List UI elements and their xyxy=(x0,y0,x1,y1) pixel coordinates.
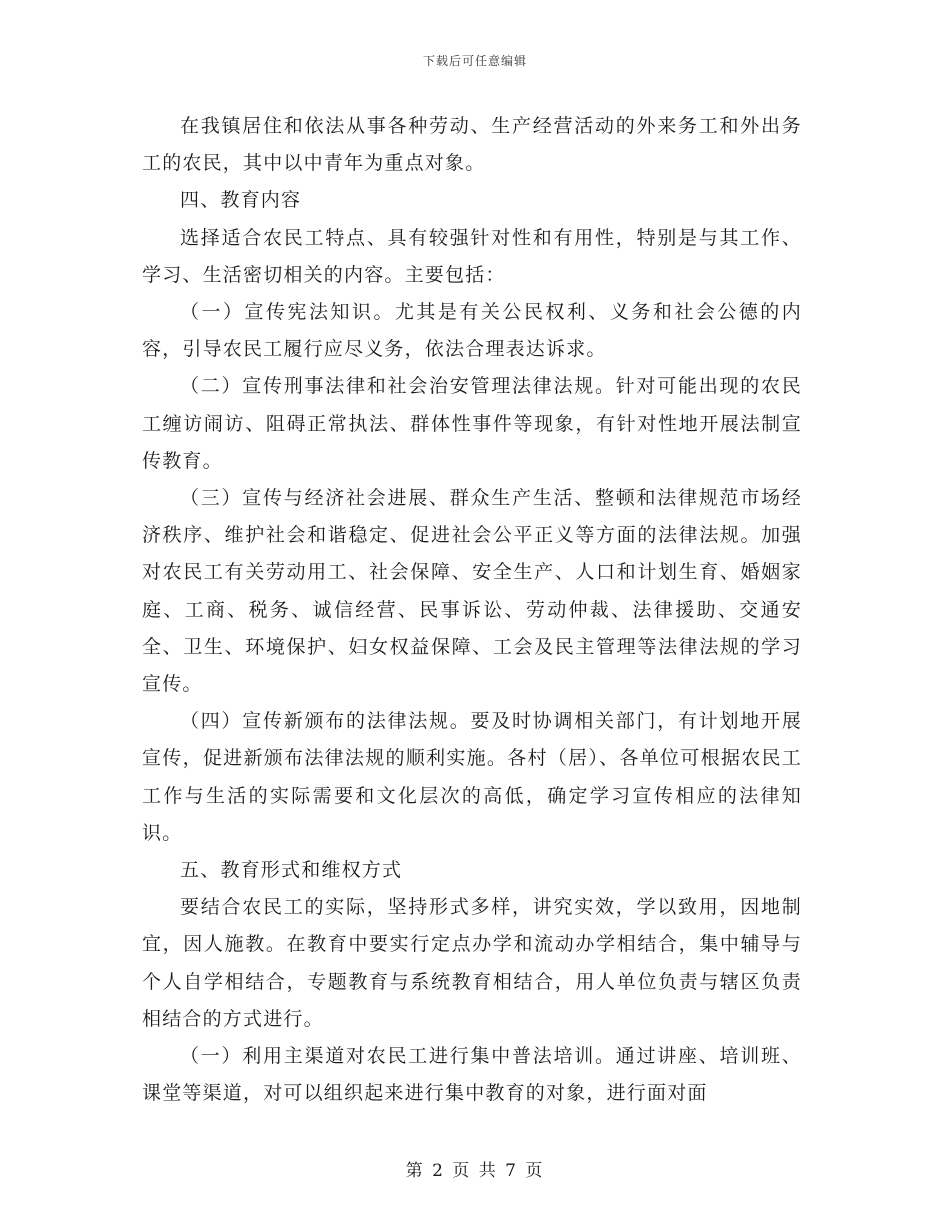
paragraph: 选择适合农民工特点、具有较强针对性和有用性，特别是与其工作、学习、生活密切相关的内容。主要包括： xyxy=(142,226,802,286)
paragraph: （四）宣传新颁布的法律法规。要及时协调相关部门，有计划地开展宣传，促进新颁布法律法规的顺利实施。各村（居）、各单位可根据农民工工作与生活的实际需要和文化层次的高低，确定学习宣传相应的法律知识。 xyxy=(142,710,802,844)
paragraph: 要结合农民工的实际，坚持形式多样，讲究实效，学以致用，因地制宜，因人施教。在教育中要实行定点办学和流动办学相结合，集中辅导与个人自学相结合，专题教育与系统教育相结合，用人单位负责与辖区负责相结合的方式进行。 xyxy=(142,896,802,1030)
paragraph: （二）宣传刑事法律和社会治安管理法律法规。针对可能出现的农民工缠访闹访、阻碍正常执法、群体性事件等现象，有针对性地开展法制宣传教育。 xyxy=(142,375,802,472)
page-number: 第 2 页 共 7 页 xyxy=(405,1161,545,1181)
document-body xyxy=(142,108,802,1112)
paragraph: （一）宣传宪法知识。尤其是有关公民权利、义务和社会公德的内容，引导农民工履行应尽义务，依法合理表达诉求。 xyxy=(142,301,802,361)
paragraph: 在我镇居住和依法从事各种劳动、生产经营活动的外来务工和外出务工的农民，其中以中青年为重点对象。 xyxy=(142,115,802,175)
page-header: 下载后可任意编辑 xyxy=(422,54,527,68)
section-heading: 四、教育内容 xyxy=(180,189,302,212)
section-heading: 五、教育形式和维权方式 xyxy=(180,859,403,882)
paragraph: （一）利用主渠道对农民工进行集中普法培训。通过讲座、培训班、课堂等渠道，对可以组织起来进行集中教育的对象，进行面对面 xyxy=(142,1045,802,1105)
paragraph: （三）宣传与经济社会进展、群众生产生活、整顿和法律规范市场经济秩序、维护社会和谐稳定、促进社会公平正义等方面的法律法规。加强对农民工有关劳动用工、社会保障、安全生产、人口和计划生育、婚姻家庭、工商、税务、诚信经营、民事诉讼、劳动仲裁、法律援助、交通安全、卫生、环境保护、妇女权益保障、工会及民主管理等法律法规的学习宣传。 xyxy=(142,487,802,696)
